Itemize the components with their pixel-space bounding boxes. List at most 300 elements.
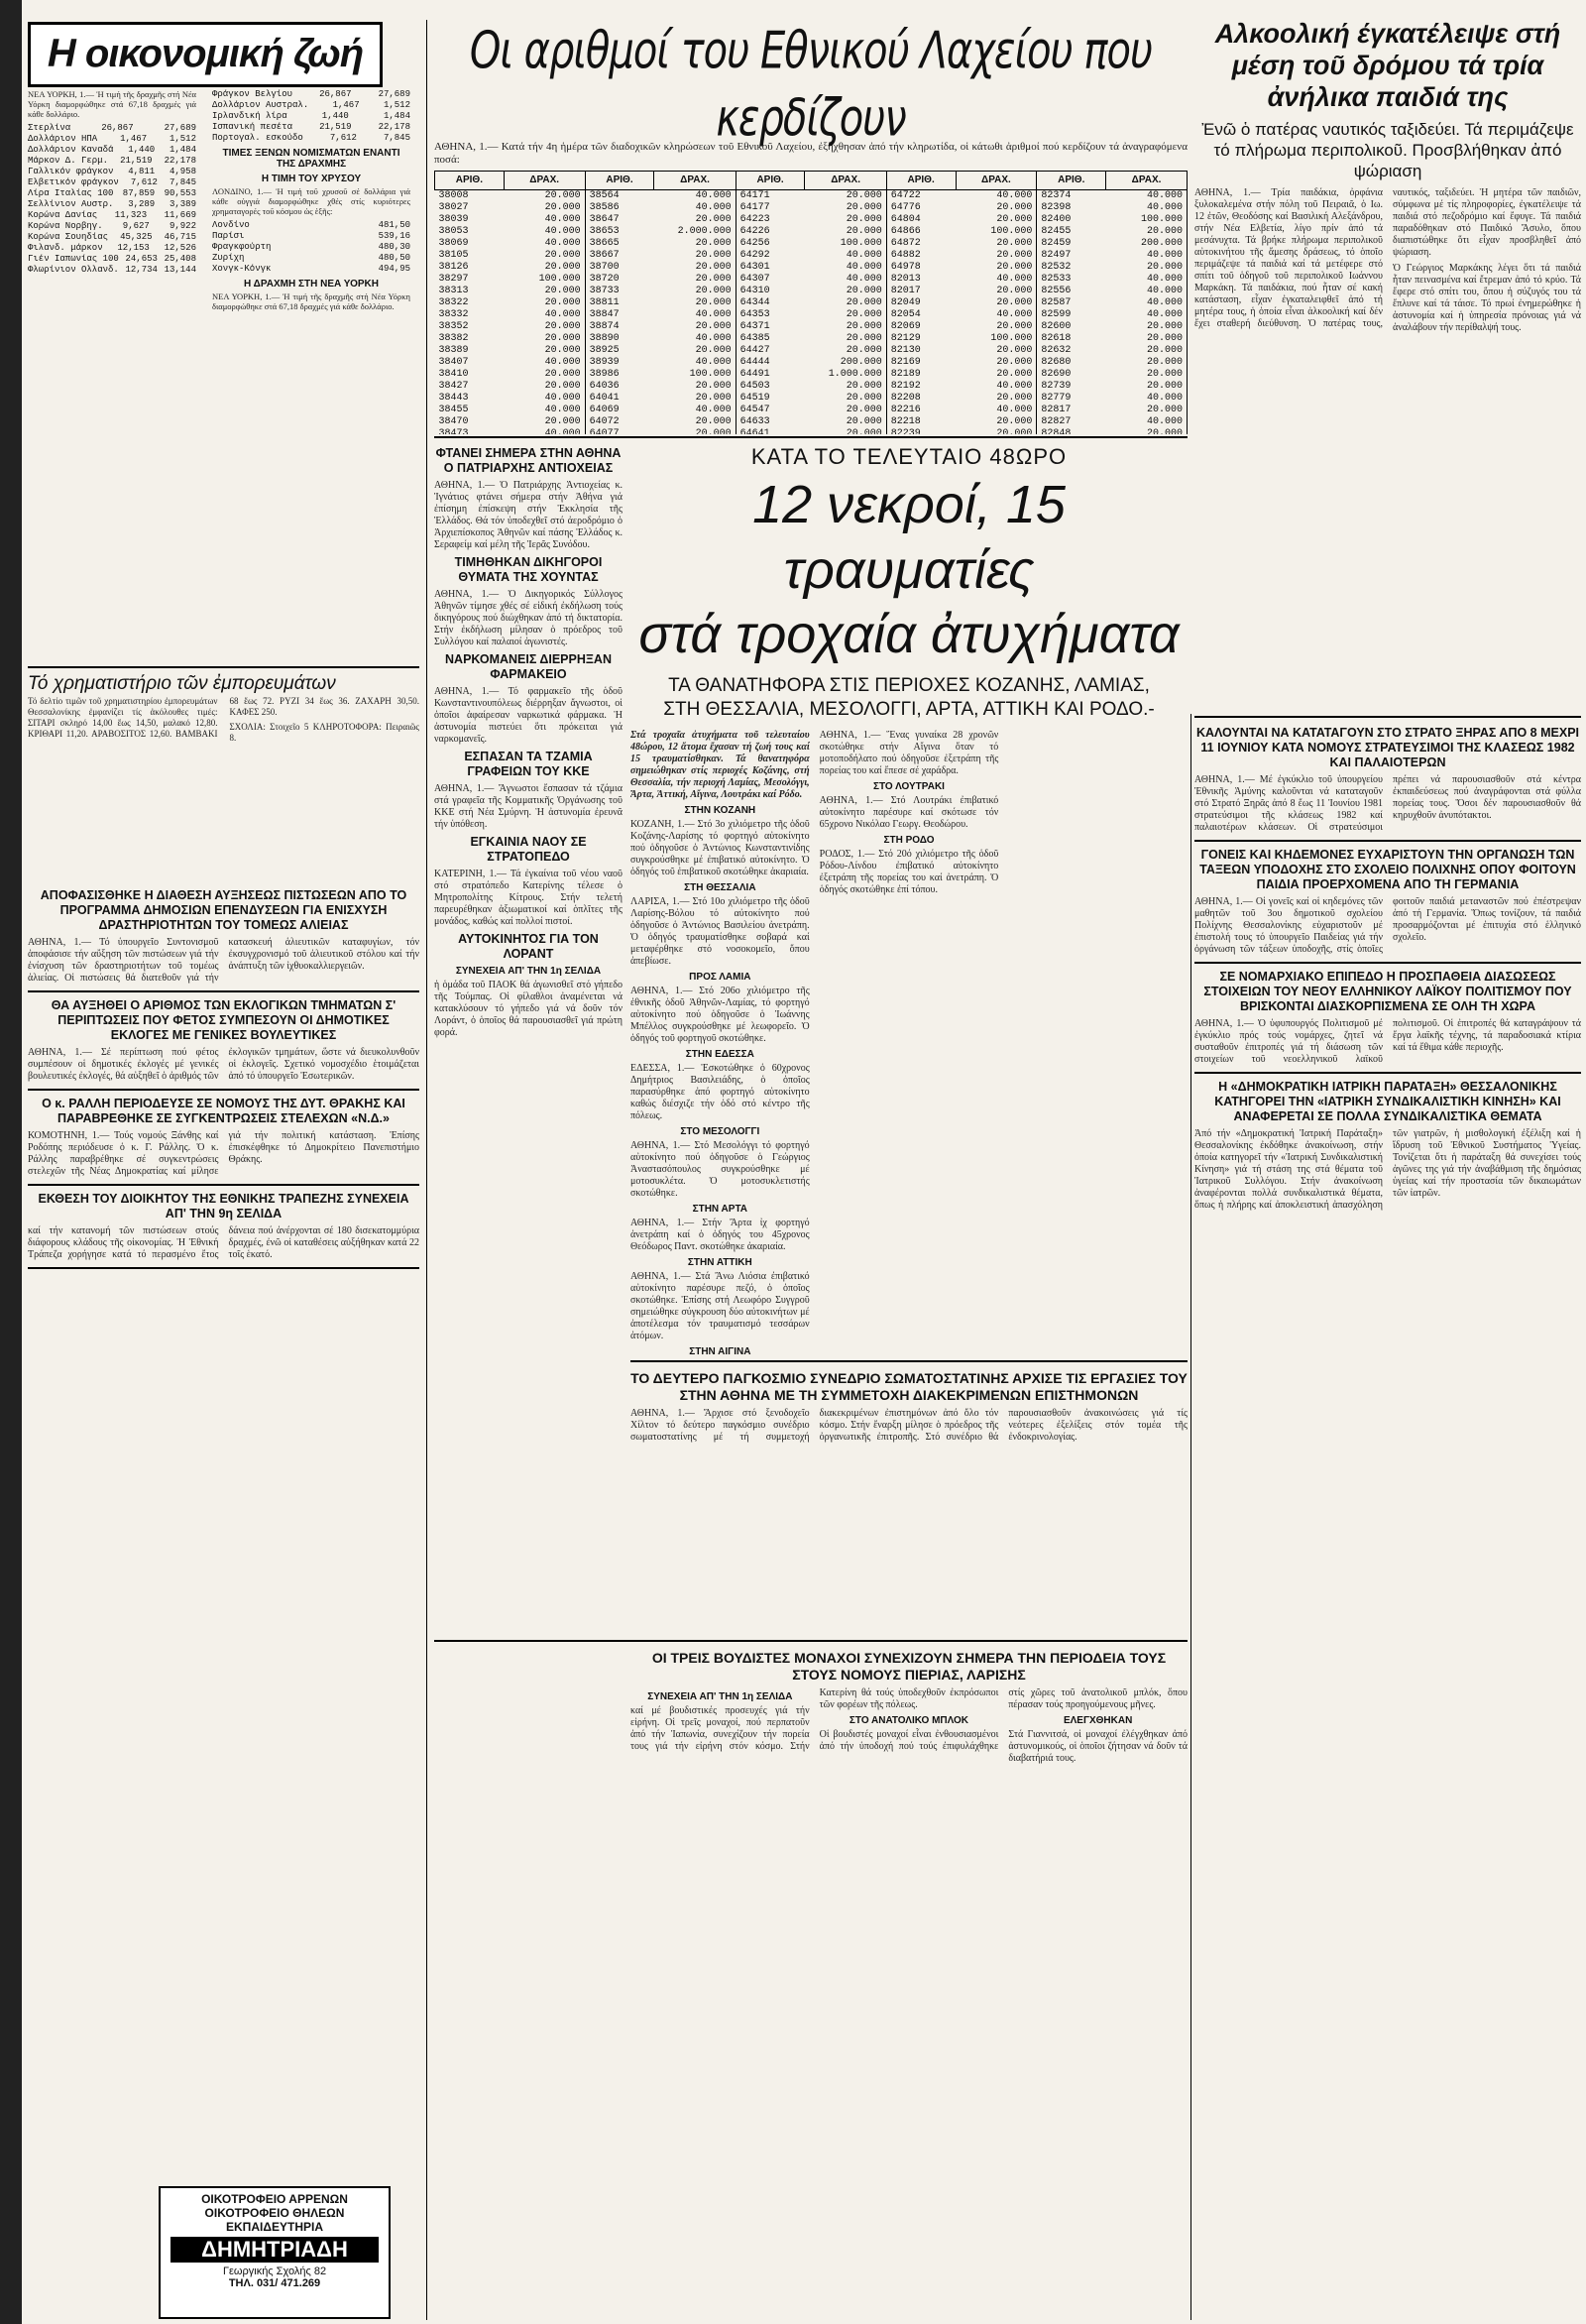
prize-amount: 20.000 xyxy=(1106,369,1188,381)
prize-amount: 20.000 xyxy=(504,190,585,203)
ticket-number: 38352 xyxy=(438,321,469,332)
ticket-number: 38667 xyxy=(589,250,620,261)
rate-row-cell: 27,689 xyxy=(378,89,410,99)
prize-amount: 20.000 xyxy=(805,309,886,321)
ad-line3: ΕΚΠΑΙΔΕΥΤΗΡΙΑ xyxy=(226,2220,323,2234)
ticket-number: 82239 xyxy=(890,428,921,434)
col-amt-header: ΔΡΑΧ. xyxy=(1106,172,1188,190)
rate-row-cell: Δολλάριον ΗΠΑ xyxy=(28,134,98,144)
prize-amount: 20.000 xyxy=(504,369,585,381)
accident-region-body: ΑΘΗΝΑ, 1.— Στό Μεσολόγγι τό φορτηγό αὐτοκίνητο πού ὁδηγοῦσε ὁ Γεώργιος Ἀναστασόπουλος συγκρούσθηκε μέ μοτοσυκλέτα. Ὁ μοτοσυκλετιστής σκοτώθηκε. xyxy=(630,1140,810,1199)
lottery-row xyxy=(435,262,1188,274)
ticket-number: 38939 xyxy=(589,357,620,368)
rate-row xyxy=(28,134,196,145)
rate-row-cell: 7,612 xyxy=(329,133,357,143)
prize-amount: 20.000 xyxy=(504,286,585,297)
gold-row xyxy=(212,264,410,275)
accidents-section xyxy=(630,442,1188,1354)
ticket-number: 82130 xyxy=(890,345,921,356)
prize-amount: 20.000 xyxy=(956,357,1037,369)
prize-amount: 20.000 xyxy=(956,393,1037,405)
prize-amount: 20.000 xyxy=(1106,226,1188,238)
lottery-row xyxy=(435,369,1188,381)
rate-row-cell: 9,627 xyxy=(122,221,150,231)
accident-region-head: ΣΤΗΝ ΑΡΤΑ xyxy=(692,1204,748,1215)
lottery-row xyxy=(435,309,1188,321)
rate-row xyxy=(28,210,196,221)
prize-amount: 20.000 xyxy=(654,214,736,226)
prize-amount: 2.000.000 xyxy=(654,226,736,238)
rate-row-cell: 12,734 xyxy=(125,265,158,275)
ticket-number: 82013 xyxy=(890,274,921,285)
ticket-number: 38027 xyxy=(438,202,469,213)
ticket-number: 38382 xyxy=(438,333,469,344)
ticket-number: 82497 xyxy=(1041,250,1072,261)
rate-row-cell: 26,867 xyxy=(101,123,134,133)
rate-row-cell: 11,323 xyxy=(114,210,148,220)
ticket-number: 64385 xyxy=(739,333,770,344)
ticket-number: 64519 xyxy=(739,393,770,404)
patriarch-headline: ΦΤΑΝΕΙ ΣΗΜΕΡΑ ΣΤΗΝ ΑΘΗΝΑ Ο ΠΑΤΡΙΑΡΧΗΣ ΑΝΤΙΟΧΕΙΑΣ xyxy=(435,446,622,475)
prize-amount: 20.000 xyxy=(956,321,1037,333)
ticket-number: 82129 xyxy=(890,333,921,344)
prize-amount: 20.000 xyxy=(504,262,585,274)
congress-body: ΑΘΗΝΑ, 1.— Ἄρχισε στό ξενοδοχεῖο Χίλτον τό δεύτερο παγκόσμιο συνέδριο σωματοστατίνης μέ τή συμμετοχή διακεκριμένων ἐπιστημόνων ἀπό ὅλο τόν κόσμο. Στήν ἔναρξη μίλησε ὁ πρόεδρος τῆς ὀργανωτικῆς ἐπιτροπῆς. Στό συνέδριο θά παρουσιασθοῦν ἀνακοινώσεις γιά τίς νεότερες ἐξελίξεις στόν τομέα τῆς ἐνδοκρινολογίας. xyxy=(630,1408,1188,1443)
accidents-deck: ΤΑ ΘΑΝΑΤΗΦΟΡΑ ΣΤΙΣ ΠΕΡΙΟΧΕΣ ΚΟΖΑΝΗΣ, ΛΑΜΙΑΣ, ΣΤΗ ΘΕΣΣΑΛΙΑ, ΜΕΣΟΛΟΓΓΙ, ΑΡΤΑ, ΑΤΤΙΚΗ ΚΑΙ ΡΟΔΟ.- xyxy=(663,675,1155,720)
lottery-row xyxy=(435,428,1188,434)
rate-row-cell: 11,669 xyxy=(164,210,196,220)
prize-amount: 20.000 xyxy=(956,250,1037,262)
gold-row-cell: Ζυρίχη xyxy=(212,253,245,263)
ticket-number: 38407 xyxy=(438,357,469,368)
congress-headline: ΤΟ ΔΕΥΤΕΡΟ ΠΑΓΚΟΣΜΙΟ ΣΥΝΕΔΡΙΟ ΣΩΜΑΤΟΣΤΑΤΙΝΗΣ ΑΡΧΙΣΕ ΤΙΣ ΕΡΓΑΣΙΕΣ ΤΟΥ ΣΤΗΝ ΑΘΗΝΑ ΜΕ ΤΗ ΣΥΜΜΕΤΟΧΗ ΔΙΑΚΕΚΡΙΜΕΝΩΝ ΕΠΙΣΤΗΜΟΝΩΝ xyxy=(630,1370,1188,1403)
lottery-row xyxy=(435,416,1188,428)
accidents-h1: 12 νεκροί, 15 τραυματίες xyxy=(752,475,1066,600)
ticket-number: 38564 xyxy=(589,190,620,201)
ticket-number: 82192 xyxy=(890,381,921,392)
prize-amount: 40.000 xyxy=(1106,190,1188,203)
ticket-number: 82618 xyxy=(1041,333,1072,344)
lottery-intro: ΑΘΗΝΑ, 1.— Κατά τήν 4η ἡμέρα τῶν διαδοχικῶν κληρώσεων τοῦ Εθνικοῦ Λαχείου, ἐξήχθησαν ἀπό τήν κληρωτίδα, οἱ κάτωθι ἀριθμοί πού κερδίζουν τά ἀναγραφόμενα ποσά: xyxy=(434,141,1188,166)
ticket-number: 38427 xyxy=(438,381,469,392)
rate-row xyxy=(28,177,196,188)
ticket-number: 38665 xyxy=(589,238,620,249)
ticket-number: 64292 xyxy=(739,250,770,261)
left-story-headline: Ο κ. ΡΑΛΛΗ ΠΕΡΙΟΔΕΥΣΕ ΣΕ ΝΟΜΟΥΣ ΤΗΣ ΔΥΤ. ΘΡΑΚΗΣ ΚΑΙ ΠΑΡΑΒΡΕΘΗΚΕ ΣΕ ΣΥΓΚΕΝΤΡΩΣΕΙΣ ΣΤΕΛΕΧΩΝ «Ν.Δ.» xyxy=(42,1097,405,1125)
ticket-number: 82533 xyxy=(1041,274,1072,285)
commodity-draw: ΣΧΟΛΙΑ: Στοιχεῖο 5 ΚΛΗΡΟΤΟΦΟΡΑ: Πειραιῶς 8. xyxy=(229,722,419,743)
ticket-number: 64041 xyxy=(589,393,620,404)
rate-row-cell: Μάρκον Δ. Γερμ. xyxy=(28,156,109,166)
rate-row-cell: Φλωρίνιον Ολλανδ. xyxy=(28,265,119,275)
ticket-number: 82049 xyxy=(890,297,921,308)
accident-region-body: ΛΑΡΙΣΑ, 1.— Στό 10ο χιλιόμετρο τῆς ὁδοῦ Λαρίσης-Βόλου τό αὐτοκίνητο πού ὁδηγοῦσε ὁ Ἀντώνιος Βασιλείου ἀνετράπη. Ὁ ὁδηγός τραυματίσθηκε σοβαρά καί μεταφέρθηκε στό νοσοκομεῖο, ὅπου ἀπεβίωσε. xyxy=(630,896,810,967)
ticket-number: 64226 xyxy=(739,226,770,237)
ad-line2: ΟΙΚΟΤΡΟΦΕΙΟ ΘΗΛΕΩΝ xyxy=(204,2206,345,2220)
ticket-number: 82216 xyxy=(890,405,921,415)
prize-amount: 40.000 xyxy=(1106,393,1188,405)
rate-row-cell: Γαλλικόν φράγκον xyxy=(28,167,114,176)
ticket-number: 38389 xyxy=(438,345,469,356)
ticket-number: 82069 xyxy=(890,321,921,332)
prize-amount: 40.000 xyxy=(654,405,736,416)
prize-amount: 20.000 xyxy=(805,190,886,203)
ticket-number: 38443 xyxy=(438,393,469,404)
gold-row-cell: 480,50 xyxy=(378,253,410,263)
accident-region-body: ΑΘΗΝΑ, 1.— Ἕνας γυναίκα 28 χρονῶν σκοτώθηκε στήν Αἴγινα ὅταν τό μοτοποδήλατο πού ὁδηγοῦσε ἐξετράπη τῆς πορείας του καί ἔπεσε σέ χαράδρα. xyxy=(819,730,999,776)
ticket-number: 64804 xyxy=(890,214,921,225)
church-headline: ΕΓΚΑΙΝΙΑ ΝΑΟΥ ΣΕ ΣΤΡΑΤΟΠΕΔΟ xyxy=(470,835,587,864)
col-amt-header: ΔΡΑΧ. xyxy=(805,172,886,190)
lottery-section xyxy=(434,18,1188,434)
prize-amount: 20.000 xyxy=(956,416,1037,428)
rate-row-cell: 90,553 xyxy=(164,188,196,198)
left-story-body: ΑΘΗΝΑ, 1.— Τό ὑπουργεῖο Συντονισμοῦ ἀποφάσισε τήν αὔξηση τῶν πιστώσεων γιά τήν ἐνίσχυση τῶν δραστηριοτήτων τοῦ τομέως ἁλιείας. Οἱ πιστώσεις θά διατεθοῦν γιά τήν κατασκευή ἁλιευτικῶν καταφυγίων, τόν ἐκσυγχρονισμό τοῦ ἁλιευτικοῦ στόλου καί τήν ἀνάπτυξη τῶν ἰχθυοκαλλιεργειῶν. xyxy=(28,937,419,984)
prize-amount: 20.000 xyxy=(1106,321,1188,333)
parents-headline: ΓΟΝΕΙΣ ΚΑΙ ΚΗΔΕΜΟΝΕΣ ΕΥΧΑΡΙΣΤΟΥΝ ΤΗΝ ΟΡΓΑΝΩΣΗ ΤΩΝ ΤΑΞΕΩΝ ΥΠΟΔΟΧΗΣ ΣΤΟ ΣΧΟΛΕΙΟ ΠΟΛΙΧΝΗΣ ΟΠΟΥ ΦΟΙΤΟΥΝ ΠΑΙΔΙΑ ΠΡΟΕΡΧΟΜΕΝΑ ΑΠΟ ΤΗ ΓΕΡΜΑΝΙΑ xyxy=(1199,848,1576,891)
monks-s2-body: Στά Γιαννιτσά, οἱ μοναχοί ἐλέγχθηκαν ἀπό ἀστυνομικούς, οἱ ὁποῖοι ζήτησαν νά δοῦν τά διαβατήριά τους. xyxy=(1008,1729,1188,1764)
rate-row-cell: Ελβετικόν φράγκον xyxy=(28,177,119,187)
left-story-body: καί τήν κατανομή τῶν πιστώσεων στούς διάφορους κλάδους τῆς οἰκονομίας. Ἡ Ἐθνική Τράπεζα χορήγησε κατά τό περασμένο ἔτος δάνεια πού ἀνέρχονται σέ 180 δισεκατομμύρια δραχμές, ἐνῶ οἱ καταθέσεις αὐξήθηκαν κατά 22 τοῖς ἑκατό. xyxy=(28,1225,419,1260)
rate-row-cell: 1,440 xyxy=(128,145,156,155)
rate-row-cell: Δολλάριον Αυστραλ. xyxy=(212,100,309,110)
prize-amount: 1.000.000 xyxy=(805,369,886,381)
ticket-number: 64307 xyxy=(739,274,770,285)
rate-row-cell: 3,389 xyxy=(169,199,196,209)
lottery-row xyxy=(435,333,1188,345)
ticket-number: 38332 xyxy=(438,309,469,320)
gold-title: Η ΤΙΜΗ ΤΟΥ ΧΡΥΣΟΥ xyxy=(261,174,362,184)
prize-amount: 40.000 xyxy=(654,333,736,345)
ticket-number: 38105 xyxy=(438,250,469,261)
accident-region-body: ΑΘΗΝΑ, 1.— Στά Ἄνω Λιόσια ἐπιβατικό αὐτοκίνητο παρέσυρε πεζό, ὁ ὁποῖος σκοτώθηκε. Ἐπίσης στή Λεωφόρο Συγγροῦ σημειώθηκε σύγκρουση δύο αὐτοκινήτων μέ ἀποτέλεσμα τόν τραυματισμό τεσσάρων ἀτόμων. xyxy=(630,1271,810,1341)
prize-amount: 20.000 xyxy=(654,250,736,262)
prize-amount: 40.000 xyxy=(504,357,585,369)
rate-row-cell: 1,512 xyxy=(383,100,410,110)
col-amt-header: ΔΡΑΧ. xyxy=(956,172,1037,190)
lottery-row xyxy=(435,202,1188,214)
lottery-row xyxy=(435,250,1188,262)
left-stories xyxy=(28,884,419,2173)
lottery-row xyxy=(435,321,1188,333)
ticket-number: 64722 xyxy=(890,190,921,201)
prize-amount: 40.000 xyxy=(654,190,736,203)
accident-region-head: ΣΤΗ ΘΕΣΣΑΛΙΑ xyxy=(684,882,756,893)
rates-right xyxy=(212,89,410,315)
prize-amount: 20.000 xyxy=(956,345,1037,357)
alcoholic-body: ΑΘΗΝΑ, 1.— Τρία παιδάκια, ὀρφάνια ξυλοκαλεμένα στήν πόλη τοῦ Πειραιᾶ, ὁ Ιω. 12 ἐτῶν, Θεοδόσης καί Βασιλική Αλεξάνδρου, στήν Νέα Ελβετία, λίγο πρίν ἀπό τά μεσάνυχτα. Τά βρήκε πλήρωμα περιπολικοῦ αὐτοκινήτου τῆς ἄμεσης δράσεως, τό ὁποῖο περιμάζεψε τά παιδιά καί τά μετέφερε στό σπίτι τοῦ ὁδηγοῦ τοῦ περιπολικοῦ Ιωάννου Μαρκάκη. Τά παιδάκια, πού ἦταν σέ κακή κατάσταση, εἶχαν ἐγκαταλειφθεῖ ἀπό τή μητέρα τους, ἡ ὁποία εἶναι ἀλκοολική καί δέν ἔχει σταθερή διεύθυνση. Ὁ πατέρας τους, ναυτικός, ταξιδεύει. Ἡ μητέρα τῶν παιδιῶν, σύμφωνα μέ τίς πληροφορίες, ἐγκατέλειψε τά παιδιά στό πεζοδρόμιο καί ἔφυγε. Τά παιδιά παραδόθηκαν στό Παιδικό Ἄσυλο, ὅπου διαπιστώθηκε ὅτι εἶχαν προσβληθεῖ ἀπό ψώριαση. xyxy=(1194,187,1581,329)
ticket-number: 38410 xyxy=(438,369,469,380)
prize-amount: 40.000 xyxy=(504,393,585,405)
prize-amount: 20.000 xyxy=(504,333,585,345)
rate-row-cell: Κορώνα Νορβηγ. xyxy=(28,221,103,231)
ticket-number: 38126 xyxy=(438,262,469,273)
accident-region-body: ΑΘΗΝΑ, 1.— Στό Λουτράκι ἐπιβατικό αὐτοκίνητο παρέσυρε καί σκότωσε τόν 65χρονο Νικόλαο Γεωργ. Θεοδώρου. xyxy=(819,795,999,830)
prize-amount: 20.000 xyxy=(805,214,886,226)
prize-amount: 20.000 xyxy=(654,428,736,434)
accident-region-head: ΠΡΟΣ ΛΑΜΙΑ xyxy=(689,972,751,983)
ticket-number: 64036 xyxy=(589,381,620,392)
prize-amount: 40.000 xyxy=(956,309,1037,321)
lorant-cont: ΣΥΝΕΧΕΙΑ ΑΠ' ΤΗΝ 1η ΣΕΛΙΔΑ xyxy=(455,966,602,977)
ticket-number: 64301 xyxy=(739,262,770,273)
ticket-number: 82455 xyxy=(1041,226,1072,237)
ticket-number: 82532 xyxy=(1041,262,1072,273)
prize-amount: 200.000 xyxy=(805,357,886,369)
ticket-number: 38455 xyxy=(438,405,469,415)
prize-amount: 100.000 xyxy=(1106,214,1188,226)
prize-amount: 100.000 xyxy=(504,274,585,286)
church-body: ΚΑΤΕΡΙΝΗ, 1.— Τά ἐγκαίνια τοῦ νέου ναοῦ στό στρατόπεδο Κατερίνης τέλεσε ὁ Μητροπολίτης Κίτρους. Στήν τελετή παρευρέθηκαν ἀξιωματικοί καί ὁπλῖτες τῆς μονάδος, καθώς καί πολλοί πιστοί. xyxy=(434,869,623,927)
prize-amount: 20.000 xyxy=(805,286,886,297)
prize-amount: 40.000 xyxy=(1106,202,1188,214)
middle-briefs xyxy=(434,442,623,1969)
prize-amount: 20.000 xyxy=(1106,345,1188,357)
rate-row-cell: 1,467 xyxy=(332,100,360,110)
ad-name: ΔΗΜΗΤΡΙΑΔΗ xyxy=(170,2237,379,2263)
army-headline: ΚΑΛΟΥΝΤΑΙ ΝΑ ΚΑΤΑΤΑΓΟΥΝ ΣΤΟ ΣΤΡΑΤΟ ΞΗΡΑΣ ΑΠΟ 8 ΜΕΧΡΙ 11 ΙΟΥΝΙΟΥ ΚΑΤΑ ΝΟΜΟΥΣ ΣΤΡΑΤΕΥΣΙΜΟΙ ΤΗΣ ΚΛΑΣΕΩΣ 1982 ΚΑΙ ΠΑΛΑΙΟΤΕΡΩΝ xyxy=(1195,726,1580,769)
prize-amount: 20.000 xyxy=(956,369,1037,381)
accident-region-head: ΣΤΟ ΛΟΥΤΡΑΚΙ xyxy=(873,781,945,792)
lottery-header-row xyxy=(435,172,1188,190)
prize-amount: 20.000 xyxy=(654,393,736,405)
left-story-headline: ΘΑ ΑΥΞΗΘΕΙ Ο ΑΡΙΘΜΟΣ ΤΩΝ ΕΚΛΟΓΙΚΩΝ ΤΜΗΜΑΤΩΝ Σ' ΠΕΡΙΠΤΩΣΕΙΣ ΠΟΥ ΦΕΤΟΣ ΣΥΜΠΕΣΟΥΝ ΟΙ ΔΗΜΟΤΙΚΕΣ ΕΚΛΟΓΕΣ ΜΕ ΓΕΝΙΚΕΣ ΒΟΥΛΕΥΤΙΚΕΣ xyxy=(51,998,396,1042)
ticket-number: 38039 xyxy=(438,214,469,225)
monks-cont: ΣΥΝΕΧΕΙΑ ΑΠ' ΤΗΝ 1η ΣΕΛΙΔΑ xyxy=(647,1691,793,1702)
gold-row-cell: Παρίσι xyxy=(212,231,245,241)
rate-row-cell: Κορώνα Σουηδίας xyxy=(28,232,109,242)
prize-amount: 20.000 xyxy=(805,416,886,428)
col-num-header: ΑΡΙΘ. xyxy=(736,172,805,190)
ticket-number: 82779 xyxy=(1041,393,1072,404)
prize-amount: 20.000 xyxy=(805,393,886,405)
rate-row-cell: 12,153 xyxy=(117,243,150,253)
gold-row-cell: Χονγκ-Κόνγκ xyxy=(212,264,272,274)
rate-row-cell: Φιλανδ. μάρκον xyxy=(28,243,103,253)
rate-row-cell: 13,144 xyxy=(164,265,196,275)
lottery-row xyxy=(435,214,1188,226)
alcoholic-headline: Αλκοολική έγκατέλειψε στή μέση τοῦ δρόμου τά τρία ἀνήλικα παιδιά της xyxy=(1214,19,1561,112)
rate-row xyxy=(28,167,196,177)
prize-amount: 40.000 xyxy=(805,274,886,286)
rate-row xyxy=(28,221,196,232)
accident-region-head: ΣΤΗΝ ΚΟΖΑΝΗ xyxy=(684,805,756,816)
ticket-number: 64177 xyxy=(739,202,770,213)
masthead-title: Η οικονομική ζωή xyxy=(47,32,364,75)
rate-row-cell: Πορτογαλ. εσκούδο xyxy=(212,133,303,143)
lottery-row xyxy=(435,286,1188,297)
prize-amount: 40.000 xyxy=(805,262,886,274)
col-num-header: ΑΡΙΘ. xyxy=(1037,172,1106,190)
ticket-number: 38720 xyxy=(589,274,620,285)
prize-amount: 40.000 xyxy=(956,190,1037,203)
ticket-number: 38322 xyxy=(438,297,469,308)
ticket-number: 64641 xyxy=(739,428,770,434)
monks-s1-head: ΣΤΟ ΑΝΑΤΟΛΙΚΟ ΜΠΛΟΚ xyxy=(849,1715,969,1726)
rate-row xyxy=(212,122,410,133)
rate-row xyxy=(28,232,196,243)
column-divider xyxy=(426,20,427,2320)
right-stories xyxy=(1194,722,1581,2318)
ticket-number: 82600 xyxy=(1041,321,1072,332)
left-story-headline: ΕΚΘΕΣΗ ΤΟΥ ΔΙΟΙΚΗΤΟΥ ΤΗΣ ΕΘΝΙΚΗΣ ΤΡΑΠΕΖΗΣ ΣΥΝΕΧΕΙΑ ΑΠ' ΤΗΝ 9η ΣΕΛΙΔΑ xyxy=(38,1192,409,1220)
prize-amount: 20.000 xyxy=(805,333,886,345)
ticket-number: 82400 xyxy=(1041,214,1072,225)
lottery-row xyxy=(435,381,1188,393)
ticket-number: 64077 xyxy=(589,428,620,434)
ticket-number: 38297 xyxy=(438,274,469,285)
gold-row-cell: 494,95 xyxy=(378,264,410,274)
ticket-number: 64371 xyxy=(739,321,770,332)
rate-row-cell: 1,484 xyxy=(169,145,196,155)
ticket-number: 82459 xyxy=(1041,238,1072,249)
rate-row-cell: Ισπανική πεσέτα xyxy=(212,122,293,132)
lottery-row xyxy=(435,226,1188,238)
school-ad xyxy=(159,2186,391,2319)
prize-amount: 20.000 xyxy=(805,226,886,238)
congress-section xyxy=(630,1366,1188,1634)
ticket-number: 82599 xyxy=(1041,309,1072,320)
economy-section xyxy=(28,89,419,664)
ticket-number: 64633 xyxy=(739,416,770,427)
rate-row-cell: 9,922 xyxy=(169,221,196,231)
ticket-number: 64547 xyxy=(739,405,770,415)
rate-row-cell: Δολλάριον Καναδά xyxy=(28,145,114,155)
gold-row xyxy=(212,231,410,242)
prize-amount: 100.000 xyxy=(956,333,1037,345)
lottery-table xyxy=(434,171,1188,434)
ticket-number: 64344 xyxy=(739,297,770,308)
rate-row-cell: 21,519 xyxy=(319,122,352,132)
ticket-number: 38847 xyxy=(589,309,620,320)
monks-section xyxy=(630,1646,1188,2320)
rate-row-cell: Γιέν Ιαπωνίας 100 xyxy=(28,254,119,264)
rate-row xyxy=(212,111,410,122)
ticket-number: 38925 xyxy=(589,345,620,356)
prize-amount: 40.000 xyxy=(504,405,585,416)
rate-row-cell: 22,178 xyxy=(164,156,196,166)
prize-amount: 20.000 xyxy=(504,321,585,333)
rate-row xyxy=(28,123,196,134)
ticket-number: 82632 xyxy=(1041,345,1072,356)
rate-row xyxy=(28,145,196,156)
ticket-number: 82189 xyxy=(890,369,921,380)
culture-body: ΑΘΗΝΑ, 1.— Ὁ ὑφυπουργός Πολιτισμοῦ μέ ἐγκύκλιο πρός τούς νομάρχες, ζητεῖ νά συσταθοῦν ἐπιτροπές γιά τή διάσωση τῶν στοιχείων τοῦ νεοελληνικοῦ λαϊκοῦ πολιτισμοῦ. Οἱ ἐπιτροπές θά καταγράψουν τά ἔργα λαϊκῆς τέχνης, τά παραδοσιακά κτίρια καί τά ἔθιμα κάθε περιοχῆς. xyxy=(1194,1018,1581,1065)
ticket-number: 64069 xyxy=(589,405,620,415)
ticket-number: 82208 xyxy=(890,393,921,404)
ticket-number: 38811 xyxy=(589,297,620,308)
left-story-body: ΚΟΜΟΤΗΝΗ, 1.— Τούς νομούς Ξάνθης καί Ροδόπης περιόδευσε ὁ κ. Γ. Ράλλης. Ὁ κ. Ράλλης παραβρέθηκε σέ συγκεντρώσεις στελεχῶν τῆς Νέας Δημοκρατίας καί μίλησε γιά τήν πολιτική κατάσταση. Ἐπίσης ἐπισκέφθηκε τό Δημοκρίτειο Πανεπιστήμιο Θράκης. xyxy=(28,1130,419,1177)
patriarch-body: ΑΘΗΝΑ, 1.— Ὁ Πατριάρχης Ἀντιοχείας κ. Ἰγνάτιος φτάνει σήμερα στήν Ἀθήνα γιά ἐπίσημη ἐπίσκεψη στήν Ἐκκλησία τῆς Ἑλλάδος. Θά τόν ὑποδεχθεῖ στό ἀεροδρόμιο ὁ Ἀρχιεπίσκοπος Ἀθηνῶν καί πάσης Ἑλλάδος κ. Σεραφείμ καί μέλη τῆς Ἱερᾶς Συνόδου. xyxy=(434,480,623,550)
rate-row-cell: 7,845 xyxy=(383,133,410,143)
prize-amount: 20.000 xyxy=(654,381,736,393)
ticket-number: 38733 xyxy=(589,286,620,296)
prize-amount: 20.000 xyxy=(1106,428,1188,434)
ticket-number: 38313 xyxy=(438,286,469,296)
alcoholic-sub: Ἐνῶ ὁ πατέρας ναυτικός ταξιδεύει. Τά περιμάζεψε τό πλήρωμα περιπολικοῦ. Προσβλήθηκαν ἀπό ψώριαση xyxy=(1201,120,1574,180)
prize-amount: 20.000 xyxy=(805,297,886,309)
rate-row-cell: Στερλίνα xyxy=(28,123,71,133)
prize-amount: 20.000 xyxy=(1106,381,1188,393)
ticket-number: 64353 xyxy=(739,309,770,320)
ticket-number: 64256 xyxy=(739,238,770,249)
lottery-row xyxy=(435,393,1188,405)
divider xyxy=(630,1360,1188,1362)
prize-amount: 20.000 xyxy=(504,381,585,393)
ticket-number: 82017 xyxy=(890,286,921,296)
foreign-title: ΤΙΜΕΣ ΞΕΝΩΝ ΝΟΜΙΣΜΑΤΩΝ ΕΝΑΝΤΙ ΤΗΣ ΔΡΑΧΜΗΣ xyxy=(222,148,400,170)
gold-row-cell: 481,50 xyxy=(378,220,410,230)
ticket-number: 38890 xyxy=(589,333,620,344)
prize-amount: 40.000 xyxy=(1106,274,1188,286)
doctors-body: Ἀπό τήν «Δημοκρατική Ἰατρική Παράταξη» Θεσσαλονίκης ἐκδόθηκε ἀνακοίνωση, στήν ὁποία κατηγορεῖ τήν «Ἰατρική Συνδικαλιστική Κίνηση» γιά τή στάση της στά θέματα τοῦ Ἰατρικοῦ Συλλόγου. Στήν ἀνακοίνωση ἀναφέρονται πολλά συνδικαλιστικά θέματα, ὅπως ἡ πλήρης καί ἀποκλειστική ἀπασχόληση τῶν γιατρῶν, ἡ μισθολογική ἐξέλιξη καί ἡ ἵδρυση τοῦ Ἐθνικοῦ Συστήματος Ὑγείας. Τονίζεται ὅτι ἡ παράταξη θά συνεχίσει τούς ἀγῶνες της γιά τήν ἀναβάθμιση τῆς δημόσιας ὑγείας καί τήν προστασία τῶν δικαιωμάτων τῶν ἰατρῶν. xyxy=(1194,1128,1581,1211)
prize-amount: 20.000 xyxy=(504,297,585,309)
monks-body: καί μέ βουδιστικές προσευχές γιά τήν εἰρήνη. Οἱ τρεῖς μοναχοί, πού περπατοῦν ἀπό τήν Ἰαπωνία, συνεχίζουν τήν πορεία τους γιά τήν εἰρήνη στόν κόσμο. Στήν Κατερίνη θά τούς ὑποδεχθοῦν ἐκπρόσωποι τῶν φορέων τῆς πόλεως. xyxy=(630,1687,999,1752)
ticket-number: 82374 xyxy=(1041,190,1072,201)
prize-amount: 40.000 xyxy=(1106,286,1188,297)
rate-row-cell: 22,178 xyxy=(378,122,410,132)
accident-region-head: ΣΤΗΝ ΑΙΓΙΝΑ xyxy=(689,1346,751,1354)
ticket-number: 38069 xyxy=(438,238,469,249)
prize-amount: 20.000 xyxy=(956,428,1037,434)
drachma-title: Η ΔΡΑΧΜΗ ΣΤΗ ΝΕΑ ΥΟΡΚΗ xyxy=(244,279,379,290)
ticket-number: 64872 xyxy=(890,238,921,249)
culture-headline: ΣΕ ΝΟΜΑΡΧΙΑΚΟ ΕΠΙΠΕΔΟ Η ΠΡΟΣΠΑΘΕΙΑ ΔΙΑΣΩΣΕΩΣ ΣΤΟΙΧΕΙΩΝ ΤΟΥ ΝΕΟΥ ΕΛΛΗΝΙΚΟΥ ΛΑΪΚΟΥ ΠΟΛΙΤΙΣΜΟΥ ΠΟΥ ΒΡΙΣΚΟΝΤΑΙ ΔΙΑΣΚΟΡΠΙΣΜΕΝΑ ΣΕ ΟΛΗ ΤΗ ΧΩΡΑ xyxy=(1203,970,1572,1013)
ticket-number: 64978 xyxy=(890,262,921,273)
lottery-row xyxy=(435,274,1188,286)
ticket-number: 64776 xyxy=(890,202,921,213)
rate-row-cell: Ιρλανδική λίρα xyxy=(212,111,287,121)
prize-amount: 40.000 xyxy=(504,238,585,250)
army-body: ΑΘΗΝΑ, 1.— Μέ ἐγκύκλιο τοῦ ὑπουργείου Ἐθνικῆς Ἀμύνης καλοῦνται νά καταταγοῦν στό Στρατό Ξηρᾶς ἀπό 8 ἕως 11 Ἰουνίου 1981 στρατεύσιμοι τῆς κλάσεως 1982 καί παλαιοτέρων κλάσεων. Οἱ στρατεύσιμοι πρέπει νά παρουσιασθοῦν στά κέντρα ἐκπαιδεύσεως πού ἀναγράφονται στά φύλλα πορείας τους. Ὅσοι δέν παρουσιασθοῦν θά κηρυχθοῦν ἀνυπότακτοι. xyxy=(1194,774,1581,833)
rate-row-cell: 26,867 xyxy=(319,89,352,99)
prize-amount: 20.000 xyxy=(654,238,736,250)
prize-amount: 20.000 xyxy=(1106,405,1188,416)
monks-s1-body: Οἱ βουδιστές μοναχοί εἶναι ἐνθουσιασμένοι ἀπό τήν ὑποδοχή πού τούς ἐπιφυλάχθηκε στίς χῶρες τοῦ ἀνατολικοῦ μπλόκ, ὅπου πέρασαν τούς προηγούμενους μῆνες. xyxy=(819,1687,1188,1752)
prize-amount: 40.000 xyxy=(956,274,1037,286)
prize-amount: 20.000 xyxy=(805,405,886,416)
ticket-number: 38008 xyxy=(438,190,469,201)
accident-region-body: ΕΔΕΣΣΑ, 1.— Ἐσκοτώθηκε ὁ 60χρονος Δημήτριος Βασιλειάδης, ὁ ὁποῖος παρασύρθηκε ἀπό φορτηγό αὐτοκίνητο καθώς διέσχιζε τήν ὁδό στό κέντρο τῆς πόλεως. xyxy=(630,1063,810,1121)
monks-headline: ΟΙ ΤΡΕΙΣ ΒΟΥΔΙΣΤΕΣ ΜΟΝΑΧΟΙ ΣΥΝΕΧΙΖΟΥΝ ΣΗΜΕΡΑ ΤΗΝ ΠΕΡΙΟΔΕΙΑ ΤΟΥΣ ΣΤΟΥΣ ΝΟΜΟΥΣ ΠΙΕΡΙΑΣ, ΛΑΡΙΣΗΣ xyxy=(651,1650,1167,1683)
ticket-number: 82054 xyxy=(890,309,921,320)
prize-amount: 40.000 xyxy=(1106,297,1188,309)
prize-amount: 40.000 xyxy=(504,226,585,238)
ticket-number: 64223 xyxy=(739,214,770,225)
rate-row xyxy=(28,243,196,254)
scan-edge xyxy=(0,0,22,2324)
ad-phone: ΤΗΛ. 031/ 471.269 xyxy=(228,2277,321,2289)
ticket-number: 64072 xyxy=(589,416,620,427)
prize-amount: 20.000 xyxy=(805,202,886,214)
accident-region-head: ΣΤΗ ΡΟΔΟ xyxy=(883,835,935,846)
accident-region-body: ΡΟΔΟΣ, 1.— Στό 20ό χιλιόμετρο τῆς ὁδοῦ Ρόδου-Λίνδου ἐπιβατικό αὐτοκίνητο ἐξετράπη τῆς πορείας του καί ἀνετράπη. Ὁ ὁδηγός σκοτώθηκε ἐπί τόπου. xyxy=(819,849,999,895)
lottery-row xyxy=(435,297,1188,309)
ticket-number: 82587 xyxy=(1041,297,1072,308)
rate-row-cell: Κορώνα Δανίας xyxy=(28,210,98,220)
ticket-number: 38473 xyxy=(438,428,469,434)
ticket-number: 82817 xyxy=(1041,405,1072,415)
prize-amount: 20.000 xyxy=(504,345,585,357)
rate-row-cell: 4,958 xyxy=(169,167,196,176)
accident-region-body: ΑΘΗΝΑ, 1.— Στό 206ο χιλιόμετρο τῆς ἐθνικῆς ὁδοῦ Ἀθηνῶν-Λαμίας, τό φορτηγό αὐτοκίνητο πού ὁδηγοῦσε ὁ Ἰωάννης Μπέλλος συγκρούσθηκε μέ λεωφορεῖο. Ὁ ὁδηγός τοῦ φορτηγοῦ σκοτώθηκε. xyxy=(630,986,810,1044)
prize-amount: 20.000 xyxy=(956,297,1037,309)
gold-row-cell: Φραγκφούρτη xyxy=(212,242,272,252)
prize-amount: 40.000 xyxy=(504,309,585,321)
rate-row xyxy=(212,89,410,100)
col-num-header: ΑΡΙΘ. xyxy=(886,172,956,190)
prize-amount: 40.000 xyxy=(1106,250,1188,262)
